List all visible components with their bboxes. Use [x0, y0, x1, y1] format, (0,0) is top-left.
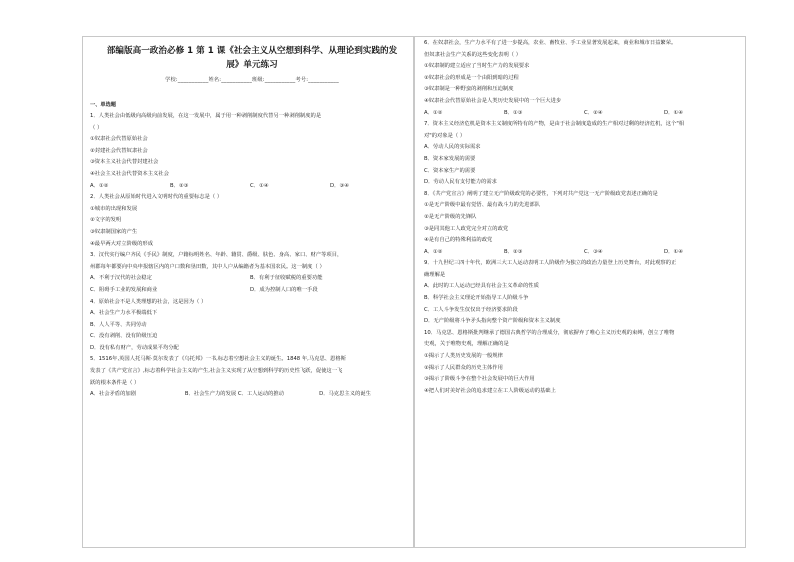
question-line: 5．1516年,英国人托马斯·莫尔发表了《乌托邦》一书,标志着空想社会主义的诞生。1848 年,马克思、恩格斯 — [90, 356, 346, 363]
right-question-list — [424, 38, 744, 397]
answer-options — [424, 247, 744, 259]
answer-option: D．①④ — [664, 248, 683, 255]
question-line: ①揭示了人类历史发展的一般规律 — [424, 353, 503, 360]
question-line: 史观，关于唯物史观，理解正确的是 — [424, 341, 509, 348]
left-question-list — [90, 111, 414, 401]
question-line: 州郡每年都要向中央申报辖区内的户口数和垦田数，其中人户从编籍者为基本国农民。这一制度（ ） — [90, 263, 325, 270]
question-line: ④最早两大对立阶级的形成 — [90, 240, 154, 247]
question-line: ①城市的出现和发展 — [90, 205, 138, 212]
doc-title — [90, 44, 414, 72]
question-line: 6．在奴隶社会，生产力水平有了进一步提高，农业、畜牧业、手工业显著发展起来，商业和城市日益繁荣。 — [424, 40, 677, 46]
section-heading: 一、单选题 — [90, 102, 116, 108]
answer-option: B．②③ — [504, 248, 523, 255]
answer-option: D．马克思主义的诞生 — [319, 391, 371, 398]
answer-option: D．③④ — [330, 182, 349, 189]
question-line: 跃的根本条件是（ ） — [90, 379, 140, 386]
doc-title-line2: 展》单元练习 — [226, 60, 278, 70]
question-line: D．没有私有财产，劳动成果平均分配 — [90, 344, 179, 351]
right-column — [424, 38, 744, 397]
question-line: D．劳动人民有支付能力的需求 — [424, 179, 497, 186]
question-line: ④社会主义社会代替资本主义社会 — [90, 170, 169, 177]
question-line: 8．《共产党宣言》阐明了建立无产阶级政党的必要性，下列对共产党这一无产阶级政党表述正确的是 — [424, 190, 658, 197]
question-line: ③奴隶制国家的产生 — [90, 228, 138, 235]
question-line: B．科学社会主义理论开始指导工人阶级斗争 — [424, 295, 529, 302]
question-line: 10．马克思、恩格斯批判继承了德国古典哲学的合理成分，彻底摒弃了唯心主义历史观的束缚，创立了唯物 — [424, 329, 675, 336]
answer-options — [90, 273, 414, 285]
question-line: D．无产阶级将斗争矛头指向整个资产阶级和资本主义制度 — [424, 318, 561, 325]
answer-option: D．①④ — [664, 109, 683, 116]
answer-option: B．社会生产力的发展 C．工人运动的推动 — [184, 391, 284, 398]
question-line: A．劳动人民的实际需求 — [424, 144, 481, 151]
doc-title-line1: 部编版高一政治必修 1 第 1 课《社会主义从空想到科学、从理论到实践的发 — [106, 46, 398, 56]
question-line: ②文字的发明 — [90, 217, 122, 224]
question-line: ②封建社会代替奴隶社会 — [90, 147, 148, 154]
answer-options — [90, 285, 414, 297]
question-line: 对"的对象是（ ） — [424, 132, 466, 139]
question-line: ③资本主义社会代替封建社会 — [90, 159, 159, 166]
question-line: ②揭示了人民群众的历史主体作用 — [424, 364, 503, 371]
answer-option: C．②④ — [584, 109, 603, 116]
question-line: ④奴隶社会代替原始社会是人类历史发展中的一个巨大进步 — [424, 97, 562, 104]
answer-option: A．社会矛盾的加剧 — [90, 391, 136, 398]
left-column — [90, 40, 414, 401]
answer-option: A．①② — [90, 182, 109, 189]
question-line: （ ） — [90, 124, 103, 131]
answer-options — [424, 108, 744, 120]
question-line: 但奴隶社会生产关系的这些变化表明（ ） — [424, 51, 522, 58]
question-line: ②是无产阶级的先锋队 — [424, 213, 477, 220]
question-line: 发表了《共产党宣言》,标志着科学社会主义的产生,社会主义实现了从空想到科学的历史性飞跃，促使这一飞 — [90, 368, 343, 375]
question-line: C．没有剥削、没有阶级压迫 — [90, 333, 158, 340]
question-line: 2．人类社会从原始时代进入文明时代的重要标志是（ ） — [90, 194, 223, 201]
answer-option: A．①② — [424, 248, 443, 255]
question-line: ①是无产阶级中最有觉悟、最有战斗力的先进部队 — [424, 202, 540, 209]
question-line: A．社会生产力水平极端低下 — [90, 310, 158, 317]
question-line: 1．人类社会由低级向高级向前发展，在这一发展中，属于用一种剥削制度代替另一种剥削制度的是 — [90, 113, 322, 119]
answer-option: C．③④ — [584, 248, 603, 255]
student-info-line: 学校:___________姓名:___________班级:___________考号:___________ — [165, 77, 339, 83]
question-line: 3．汉代实行编户齐民《手民》制度，户籍标明姓名、年龄、籍贯、爵级、肤色、身高、家口、财产等项目， — [90, 252, 343, 259]
answer-option: B．②③ — [170, 182, 189, 189]
question-line: ③揭示了阶级斗争在整个社会发展中的巨大作用 — [424, 376, 535, 383]
answer-option: B．有利于征收赋税的重要功能 — [250, 275, 323, 282]
question-line: 7．资本主义经济危机是资本主义制度所特有的产物，是由于社会制度造成的生产相对过剩的经济危机，这个"相 — [424, 121, 685, 128]
answer-option: C．阻碍手工业的发展和商业 — [90, 286, 158, 293]
answer-option: D．成为控制人口的唯一手段 — [250, 286, 318, 293]
answer-option: A．不利于汉代的社会稳定 — [90, 275, 152, 282]
answer-option: B．①③ — [504, 109, 523, 116]
question-line: 4．原始社会不是人类理想的社会，这是因为（ ） — [90, 298, 207, 305]
answer-options — [90, 181, 414, 193]
question-line: 确理解是 — [424, 271, 446, 278]
question-line: C．工人斗争发生仅仅出于经济要求阶段 — [424, 306, 518, 313]
question-line: ④把人们对美好社会的追求建立在工人阶级运动的基础上 — [424, 387, 556, 394]
question-line: ③奴隶制是一种野蛮的剥削和压迫制度 — [424, 86, 514, 93]
answer-options — [90, 389, 414, 401]
question-line: ①奴隶社会代替原始社会 — [90, 136, 148, 143]
question-line: ②奴隶社会的形成是一个由阳到暗的过程 — [424, 74, 519, 81]
answer-option: C．①④ — [250, 182, 269, 189]
answer-option: A．①② — [424, 109, 443, 116]
question-line: ④是有自己的特殊利益的政党 — [424, 237, 493, 244]
question-line: C．资本家生产的需要 — [424, 167, 476, 174]
question-line: ③是同其他工人政党完全对立的政党 — [424, 225, 509, 232]
question-line: 9．十九世纪三四十年代，欧洲三大工人运动表明工人阶级作为独立的政治力量登上历史舞台，对此观察的正 — [424, 260, 677, 267]
question-line: B．人人平等、共同劳动 — [90, 321, 147, 328]
question-line: B．资本家发展的需要 — [424, 155, 476, 162]
question-line: ①奴隶制的建立适应了当时生产力的发展要求 — [424, 63, 530, 70]
question-line: A．此时的工人运动已经具有社会主义革命的性质 — [424, 283, 539, 290]
